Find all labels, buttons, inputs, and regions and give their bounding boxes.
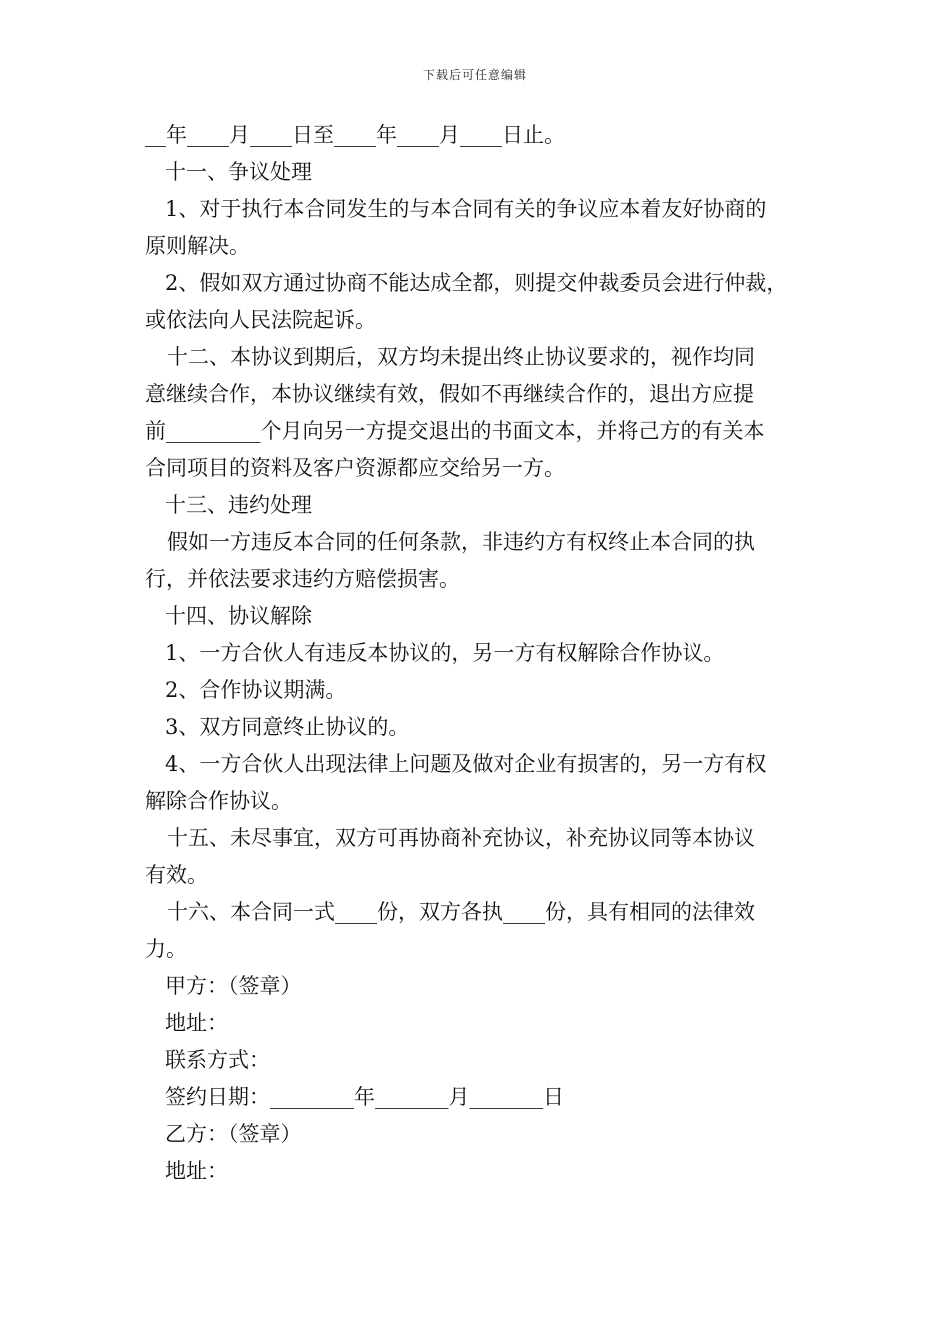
- date-range-line: __年____月____日至____年____月____日止。: [145, 123, 565, 147]
- section-14-item-1: 1、一方合伙人有违反本协议的，另一方有权解除合作协议。: [165, 641, 725, 665]
- section-14-item-2: 2、合作协议期满。: [165, 678, 347, 702]
- party-a-sign-date: 签约日期：________年_______月_______日: [165, 1085, 564, 1109]
- section-13-heading: 十三、违约处理: [165, 493, 312, 517]
- section-14-heading: 十四、协议解除: [165, 604, 312, 628]
- section-16-cont: 力。: [145, 937, 187, 961]
- section-11-item-2-cont: 或依法向人民法院起诉。: [145, 308, 376, 332]
- party-a-signature: 甲方：（签章）: [165, 974, 302, 998]
- section-16-paragraph: 十六、本合同一式____份，双方各执____份，具有相同的法律效: [167, 900, 755, 924]
- section-15-cont: 有效。: [145, 863, 208, 887]
- section-11-item-2: 2、假如双方通过协商不能达成全都，则提交仲裁委员会进行仲裁，: [165, 271, 788, 295]
- section-11-item-1-cont: 原则解决。: [145, 234, 250, 258]
- section-14-item-4: 4、一方合伙人出现法律上问题及做对企业有损害的，另一方有权: [165, 752, 767, 776]
- party-a-address: 地址：: [165, 1011, 228, 1035]
- section-14-item-4-cont: 解除合作协议。: [145, 789, 292, 813]
- section-12-cont-1: 意继续合作，本协议继续有效，假如不再继续合作的，退出方应提: [145, 382, 754, 406]
- section-12-cont-3: 合同项目的资料及客户资源都应交给另一方。: [145, 456, 565, 480]
- header-note: 下载后可任意编辑: [422, 68, 527, 82]
- party-a-contact: 联系方式：: [165, 1048, 270, 1072]
- party-b-signature: 乙方：（签章）: [165, 1122, 302, 1146]
- section-14-item-3: 3、双方同意终止协议的。: [165, 715, 410, 739]
- party-b-address: 地址：: [165, 1159, 228, 1183]
- contract-body: [145, 117, 817, 1190]
- section-15-paragraph: 十五、未尽事宜，双方可再协商补充协议，补充协议同等本协议: [167, 826, 755, 850]
- section-11-item-1: 1、对于执行本合同发生的与本合同有关的争议应本着友好协商的: [165, 197, 767, 221]
- section-12-paragraph: 十二、本协议到期后，双方均未提出终止协议要求的，视作均同: [167, 345, 755, 369]
- section-12-cont-2: 前_________个月向另一方提交退出的书面文本，并将己方的有关本: [145, 419, 765, 443]
- section-11-heading: 十一、争议处理: [165, 160, 312, 184]
- section-13-paragraph: 假如一方违反本合同的任何条款，非违约方有权终止本合同的执: [167, 530, 755, 554]
- section-13-cont: 行，并依法要求违约方赔偿损害。: [145, 567, 460, 591]
